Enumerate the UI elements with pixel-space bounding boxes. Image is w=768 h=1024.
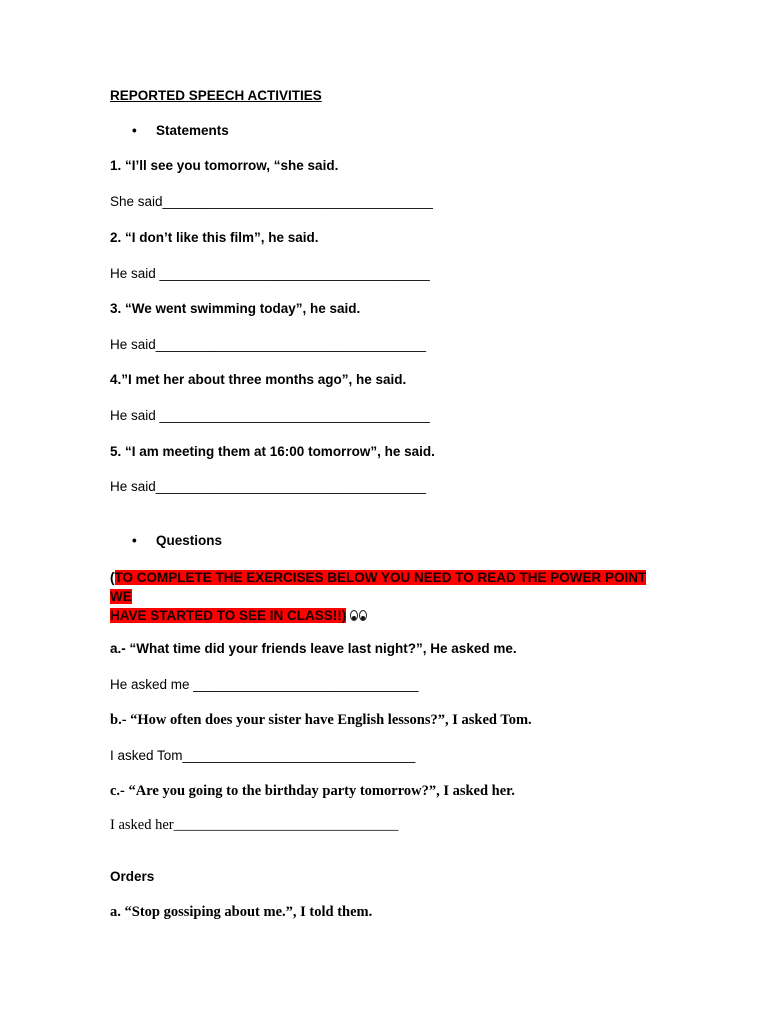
statement-1-prompt: 1. “I’ll see you tomorrow, “she said. <box>110 158 339 173</box>
bullet-icon: • <box>132 123 137 138</box>
statements-heading-label: Statements <box>156 123 229 138</box>
notice-open-paren: ( <box>110 570 115 585</box>
bullet-icon: • <box>132 533 137 548</box>
statement-3-answer[interactable]: He said____________________________________ <box>110 337 427 352</box>
statement-3-prompt: 3. “We went swimming today”, he said. <box>110 301 361 316</box>
questions-heading <box>132 532 222 550</box>
question-a-prompt: a.- “What time did your friends leave last night?”, He asked me. <box>110 641 517 656</box>
question-a-answer[interactable]: He asked me ______________________________ <box>110 677 419 692</box>
statement-1-answer[interactable]: She said____________________________________ <box>110 194 433 209</box>
question-b-prompt: b.- “How often does your sister have English lessons?”, I asked Tom. <box>110 712 532 728</box>
question-c-prompt: c.- “Are you going to the birthday party tomorrow?”, I asked her. <box>110 783 515 799</box>
class-notice <box>110 568 670 625</box>
statement-2-prompt: 2. “I don’t like this film”, he said. <box>110 230 319 245</box>
statement-2-answer[interactable]: He said ____________________________________ <box>110 266 430 281</box>
orders-heading: Orders <box>110 869 155 884</box>
order-a-prompt: a. “Stop gossiping about me.”, I told them. <box>110 904 373 920</box>
questions-heading-label: Questions <box>156 533 223 548</box>
eyes-icon <box>350 606 368 625</box>
notice-text-2: HAVE STARTED TO SEE IN CLASS!!) <box>110 608 347 623</box>
question-b-answer[interactable]: I asked Tom_______________________________ <box>110 748 416 763</box>
notice-text-1: TO COMPLETE THE EXERCISES BELOW YOU NEED TO READ THE POWER POINT WE <box>110 570 647 604</box>
statement-4-prompt: 4.”I met her about three months ago”, he said. <box>110 372 407 387</box>
class-notice-line-2 <box>110 606 670 625</box>
statement-5-answer[interactable]: He said____________________________________ <box>110 479 427 494</box>
statement-4-answer[interactable]: He said ____________________________________ <box>110 408 430 423</box>
class-notice-line-1 <box>110 568 670 606</box>
statements-heading <box>132 122 229 140</box>
page-title: REPORTED SPEECH ACTIVITIES <box>110 88 322 103</box>
question-c-answer[interactable]: I asked her_______________________________ <box>110 817 399 833</box>
statement-5-prompt: 5. “I am meeting them at 16:00 tomorrow”, he said. <box>110 444 435 459</box>
